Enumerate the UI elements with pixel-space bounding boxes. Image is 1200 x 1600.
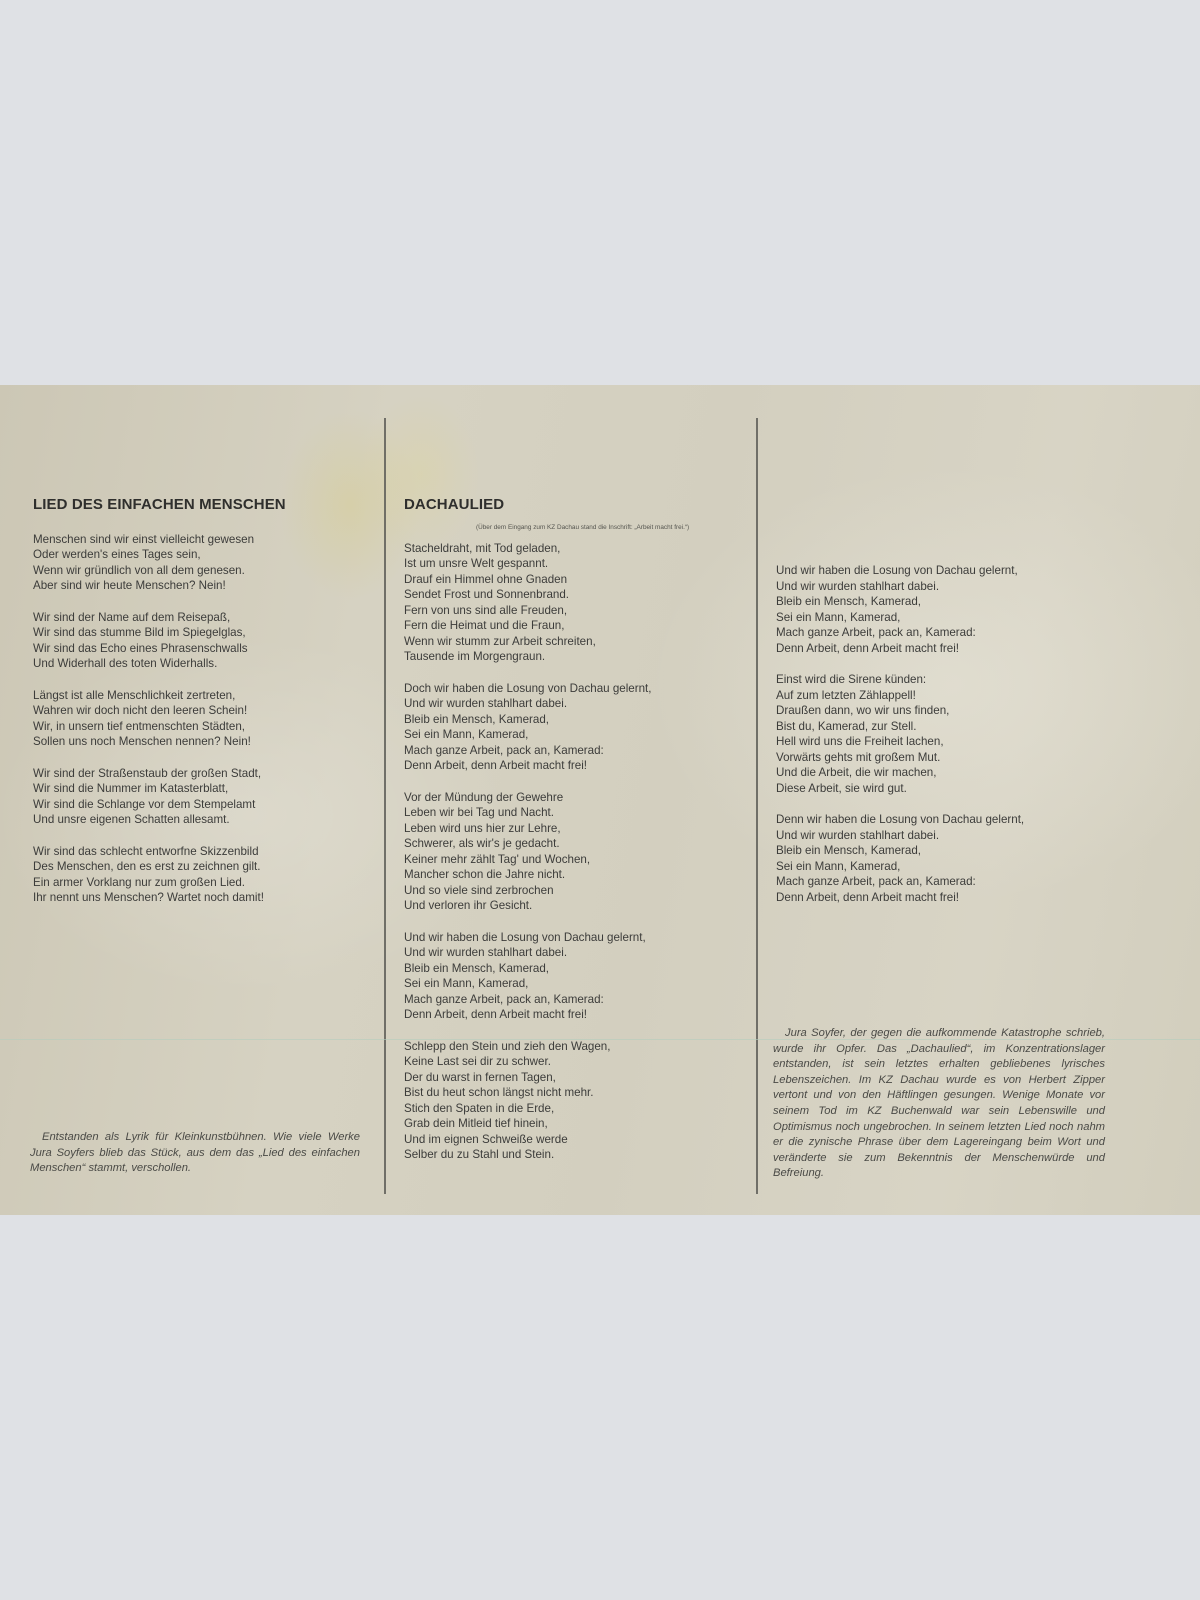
verse-line: Vor der Mündung der Gewehre [404, 790, 564, 804]
verse-line: Denn Arbeit, denn Arbeit macht frei! [404, 1008, 588, 1022]
verse-line: Bist du, Kamerad, zur Stell. [776, 719, 917, 733]
verse-line: Drauf ein Himmel ohne Gnaden [404, 572, 568, 586]
refrain-stanza [776, 812, 1156, 905]
verse-line: Und Widerhall des toten Widerhalls. [33, 657, 218, 670]
verse-line: Einst wird die Sirene künden: [776, 673, 927, 686]
verse-line: Wahren wir doch nicht den leeren Schein! [33, 704, 248, 717]
verse-line: Und wir wurden stahlhart dabei. [776, 579, 940, 593]
verse-line: Bist du heut schon längst nicht mehr. [404, 1086, 594, 1100]
verse-line: Wir sind die Nummer im Katasterblatt, [33, 782, 229, 795]
right-column [776, 563, 1156, 921]
verse-line: Mach ganze Arbeit, pack an, Kamerad: [776, 626, 976, 639]
verse-line: Sei ein Mann, Kamerad, [776, 610, 901, 624]
verse-line: Der du warst in fernen Tagen, [404, 1070, 556, 1084]
verse-line: Wir sind das schlecht entworfne Skizzenbild [33, 844, 259, 858]
verse-line: Wir sind das stumme Bild im Spiegelglas, [33, 626, 246, 639]
verse-line: Selber du zu Stahl und Stein. [404, 1148, 555, 1162]
verse-line: Wir sind der Straßenstaub der großen Stadt, [33, 766, 262, 780]
verse-line: Längst ist alle Menschlichkeit zertreten, [33, 688, 236, 702]
middle-column [404, 497, 749, 1179]
verse-line: Mach ganze Arbeit, pack an, Kamerad: [404, 992, 604, 1006]
stanza [404, 790, 749, 914]
epigraph-note: (Über dem Eingang zum KZ Dachau stand die Inschrift: „Arbeit macht frei.“) [476, 523, 690, 531]
verse-line: Schlepp den Stein und zieh den Wagen, [404, 1039, 611, 1053]
verse-line: Wenn wir gründlich von all dem genesen. [33, 563, 245, 577]
scan-artifact-line [0, 1039, 1200, 1040]
poem-title-lied-des-einfachen-menschen: LIED DES EINFACHEN MENSCHEN [33, 496, 286, 513]
verse-line: Wir sind der Name auf dem Reisepaß, [33, 610, 231, 624]
verse-line: Bleib ein Mensch, Kamerad, [404, 712, 549, 726]
stanza [33, 766, 368, 828]
verse-line: Des Menschen, den es erst zu zeichnen gilt. [33, 860, 261, 873]
verse-line: Und wir haben die Losung von Dachau gelernt, [776, 564, 1018, 577]
verse-line: Und die Arbeit, die wir machen, [776, 766, 937, 779]
verse-line: Grab dein Mitleid tief hinein, [404, 1117, 548, 1131]
verse-line: Leben wird uns hier zur Lehre, [404, 821, 561, 835]
verse-line: Wir sind die Schlange vor dem Stempelamt [33, 797, 256, 811]
verse-line: Denn wir haben die Losung von Dachau gelernt, [776, 813, 1025, 826]
verse-line: Denn Arbeit, denn Arbeit macht frei! [776, 890, 960, 904]
stanza [33, 844, 368, 906]
verse-line: Sei ein Mann, Kamerad, [776, 859, 901, 873]
verse-line: Sei ein Mann, Kamerad, [404, 977, 529, 991]
verse-line: Mach ganze Arbeit, pack an, Kamerad: [776, 875, 976, 888]
verse-line: Schwerer, als wir's je gedacht. [404, 837, 560, 851]
verse-line: Diese Arbeit, sie wird gut. [776, 781, 907, 795]
poem-title-dachaulied: DACHAULIED [404, 496, 505, 513]
verse-line: Fern die Heimat und die Fraun, [404, 619, 565, 633]
stanza [33, 532, 368, 594]
refrain-stanza [404, 930, 749, 1023]
verse-line: Denn Arbeit, denn Arbeit macht frei! [776, 641, 960, 655]
verse-line: Tausende im Morgengraun. [404, 650, 546, 664]
column-divider-right [756, 418, 758, 1194]
verse-line: Und wir wurden stahlhart dabei. [404, 697, 568, 711]
verse-line: Ist um unsre Welt gespannt. [404, 557, 549, 571]
verse-line: Bleib ein Mensch, Kamerad, [776, 844, 921, 857]
verse-line: Sollen uns noch Menschen nennen? Nein! [33, 735, 251, 748]
verse-line: Mach ganze Arbeit, pack an, Kamerad: [404, 743, 604, 757]
verse-line: Und wir wurden stahlhart dabei. [404, 946, 568, 960]
stanza [404, 1039, 749, 1163]
verse-line: Und wir haben die Losung von Dachau gelernt, [404, 930, 646, 944]
verse-line: Sei ein Mann, Kamerad, [404, 728, 529, 742]
verse-line: Sendet Frost und Sonnenbrand. [404, 588, 570, 602]
verse-line: Auf zum letzten Zählappell! [776, 688, 916, 702]
left-footnote: Entstanden als Lyrik für Kleinkunstbühnen. Wie viele Werke Jura Soyfers blieb das Stück, aus dem das „Lied des einfachen Menschen“ stammt, verschollen. [30, 1131, 360, 1175]
verse-line: Wir, in unsern tief entmenschten Städten, [33, 719, 246, 733]
right-footnote: Jura Soyfer, der gegen die aufkommende Katastrophe schrieb, wurde ihr Opfer. Das „Dachaulied“, im Konzentrationslager entstanden, ist sein letztes erhalten gebliebenes lyrisches Lebenszeichen. Im KZ Dachau wurde es von Herbert Zipper vertont und von den Häftlingen gesungen. Wenige Monate vor seinem Tod im KZ Buchenwald war sein Lebenswille und Optimismus noch ungebrochen. In seinem letzten Lied noch nahm er die zynische Phrase über dem Lagereingang beim Wort und veränderte sie zum Bekenntnis der Menschenwürde und Befreiung. [773, 1027, 1105, 1180]
verse-line: Und unsre eigenen Schatten allesamt. [33, 813, 230, 826]
verse-line: Leben wir bei Tag und Nacht. [404, 806, 554, 820]
refrain-stanza [404, 681, 749, 774]
left-column [33, 497, 368, 922]
verse-line: Und verloren ihr Gesicht. [404, 899, 533, 913]
verse-line: Aber sind wir heute Menschen? Nein! [33, 579, 226, 592]
verse-line: Doch wir haben die Losung von Dachau gelernt, [404, 681, 652, 695]
verse-line: Stich den Spaten in die Erde, [404, 1101, 555, 1115]
stanza [404, 541, 749, 665]
column-divider-left [384, 418, 386, 1194]
verse-line: Oder werden's eines Tages sein, [33, 548, 201, 561]
verse-line: Und im eignen Schweiße werde [404, 1132, 568, 1146]
verse-line: Bleib ein Mensch, Kamerad, [776, 595, 921, 608]
verse-line: Und wir wurden stahlhart dabei. [776, 828, 940, 842]
verse-line: Wenn wir stumm zur Arbeit schreiten, [404, 634, 596, 648]
verse-line: Stacheldraht, mit Tod geladen, [404, 541, 561, 555]
verse-line: Ein armer Vorklang nur zum großen Lied. [33, 875, 246, 889]
verse-line: Hell wird uns die Freiheit lachen, [776, 735, 944, 748]
verse-line: Ihr nennt uns Menschen? Wartet noch damit! [33, 891, 264, 904]
verse-line: Und so viele sind zerbrochen [404, 883, 554, 897]
verse-line: Menschen sind wir einst vielleicht gewesen [33, 532, 255, 546]
stanza [33, 610, 368, 672]
scanned-page [0, 385, 1200, 1215]
verse-line: Denn Arbeit, denn Arbeit macht frei! [404, 759, 588, 773]
verse-line: Vorwärts gehts mit großem Mut. [776, 750, 941, 764]
stanza [776, 672, 1156, 796]
verse-line: Bleib ein Mensch, Kamerad, [404, 961, 549, 975]
refrain-stanza [776, 563, 1156, 656]
verse-line: Mancher schon die Jahre nicht. [404, 868, 566, 882]
verse-line: Draußen dann, wo wir uns finden, [776, 704, 950, 717]
stanza [33, 688, 368, 750]
verse-line: Fern von uns sind alle Freuden, [404, 603, 568, 617]
verse-line: Keiner mehr zählt Tag' und Wochen, [404, 852, 591, 866]
verse-line: Keine Last sei dir zu schwer. [404, 1055, 551, 1069]
verse-line: Wir sind das Echo eines Phrasenschwalls [33, 641, 248, 655]
